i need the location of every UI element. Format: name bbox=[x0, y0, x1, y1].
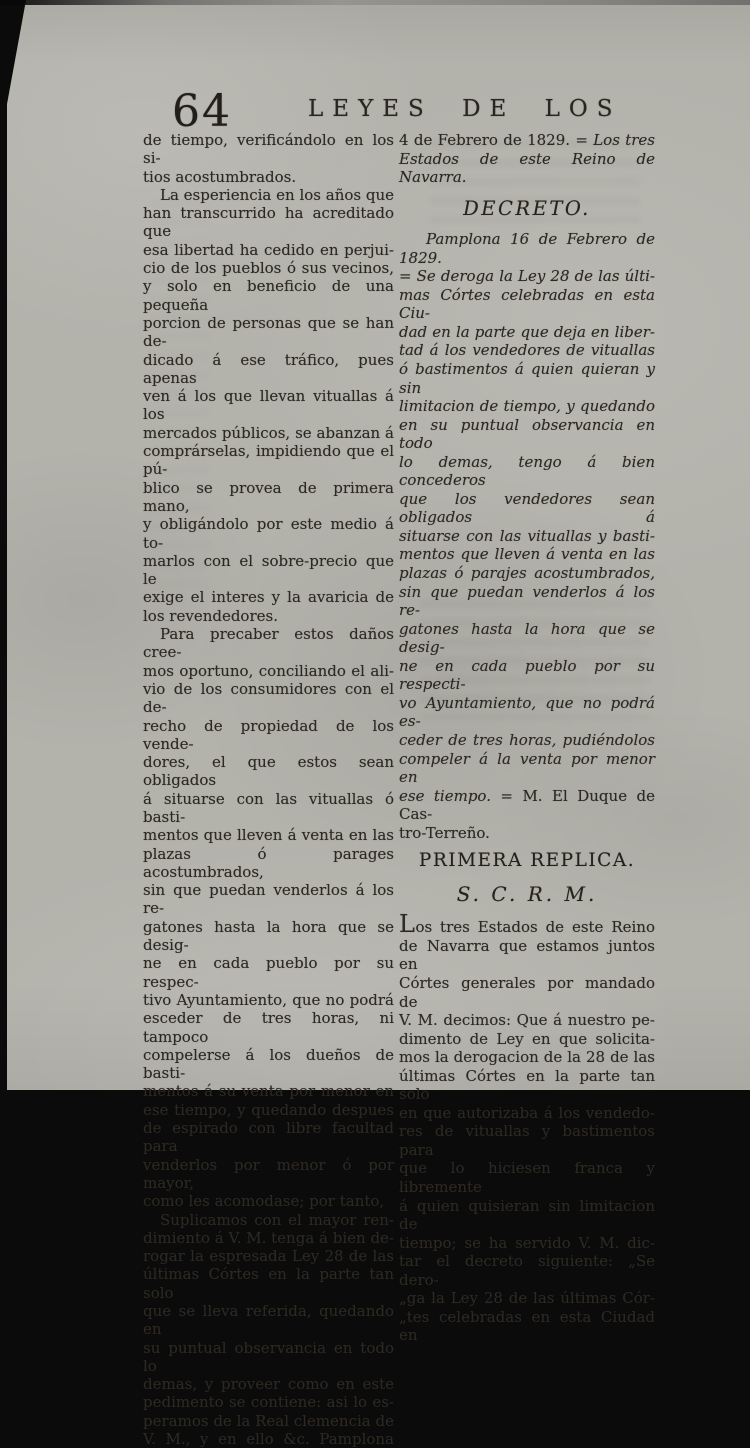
scrm-heading: S. C. R. M. bbox=[456, 881, 598, 906]
text-line: ó bastimentos á quien quieran y sin bbox=[399, 360, 655, 397]
text-line: de Navarra que estamos juntos en bbox=[399, 936, 655, 974]
text-line: ne en cada pueblo por su respec- bbox=[143, 954, 394, 991]
text-line: que lo hiciesen franca y libremente bbox=[399, 1159, 655, 1196]
text-line: marlos con el sobre-precio que le bbox=[143, 551, 394, 589]
text-line: Para precaber estos daños cree- bbox=[143, 625, 394, 662]
running-title: LEYES DE LOS bbox=[308, 96, 622, 122]
primera-replica-heading: PRIMERA REPLICA. bbox=[418, 850, 636, 872]
text-line: tar el decreto siguiente: „Se dero- bbox=[399, 1252, 655, 1289]
text-line: tios acostumbrados. bbox=[143, 167, 297, 186]
text-line: vio de los consumidores con el de- bbox=[143, 679, 394, 717]
text-line: los revendedores. bbox=[143, 606, 278, 625]
text-line: dores, el que estos sean obligados bbox=[143, 753, 394, 790]
text-line: „tes celebradas en esta Ciudad en bbox=[399, 1307, 655, 1345]
text-line: mos oportuno, conciliando el ali- bbox=[143, 661, 394, 680]
text-line: blico se provea de primera mano, bbox=[143, 478, 394, 515]
text-line: ne en cada pueblo por su respecti- bbox=[399, 656, 655, 694]
text-line: tad á los vendedores de vituallas bbox=[399, 341, 655, 360]
text-line: venderlos por menor ó por mayor, bbox=[143, 1155, 394, 1192]
text-line: mentos que lleven á venta en las bbox=[143, 826, 394, 845]
text-line: limitacion de tiempo, y quedando bbox=[399, 397, 655, 416]
paragraph bbox=[143, 131, 394, 186]
text-line: esa libertad ha cedido en perjui- bbox=[143, 240, 394, 259]
text-line: mentos á su venta por menor en bbox=[143, 1082, 394, 1101]
text-line: como les acomodase; por tanto, bbox=[143, 1192, 385, 1211]
text-line: tro-Terreño. bbox=[399, 823, 490, 842]
text-line: dad en la parte que deja en liber- bbox=[399, 322, 655, 341]
text-line: mentos que lleven á venta en las bbox=[399, 545, 655, 564]
text-line: de espirado con libre facultad para bbox=[143, 1119, 394, 1156]
scan-top-edge bbox=[0, 0, 750, 5]
paragraph bbox=[399, 910, 655, 1345]
text-line: en su puntual observancia en todo bbox=[399, 415, 655, 453]
text-line: demas, y proveer como en este bbox=[143, 1375, 394, 1394]
text-line: dimento de Ley en que solicita- bbox=[399, 1029, 655, 1048]
text-line: recho de propiedad de los vende- bbox=[143, 716, 394, 753]
text-line: Estados de este Reino de Navarra. bbox=[399, 149, 655, 187]
text-line: lo demas, tengo á bien concederos bbox=[399, 452, 655, 490]
text-line: ven á los que llevan vituallas á los bbox=[143, 387, 394, 424]
text-line: Los tres Estados de este Reino bbox=[399, 910, 655, 939]
text-line: Pamplona 16 de Febrero de 1829. bbox=[399, 230, 655, 267]
text-line: „ga la Ley 28 de las últimas Cór- bbox=[399, 1289, 655, 1308]
text-line: res de vituallas y bastimentos para bbox=[399, 1122, 655, 1159]
text-line: compeler á la venta por menor en bbox=[399, 749, 655, 787]
text-line: plazas ó parages acostumbrados, bbox=[143, 844, 394, 881]
text-line: porcion de personas que se han de- bbox=[143, 313, 394, 351]
paragraph bbox=[399, 230, 655, 842]
text-line: ceder de tres horas, pudiéndolos bbox=[399, 730, 655, 749]
text-line: rogar la espresada Ley 28 de las bbox=[143, 1247, 394, 1266]
text-line: á situarse con las vituallas ó basti- bbox=[143, 789, 394, 826]
page-number: 64 bbox=[172, 86, 232, 137]
text-line: sin que puedan venderlos á los re- bbox=[143, 881, 394, 918]
text-line: dicado á ese tráfico, pues apenas bbox=[143, 350, 394, 387]
text-line: dimiento á V. M. tenga á bien de- bbox=[143, 1228, 394, 1247]
text-line: compelerse á los dueños de basti- bbox=[143, 1045, 394, 1083]
right-column bbox=[399, 131, 655, 1345]
text-line: esceder de tres horas, ni tampoco bbox=[143, 1009, 394, 1046]
text-line: han transcurrido ha acreditado que bbox=[143, 204, 394, 241]
text-line: mercados públicos, se abanzan á bbox=[143, 423, 394, 442]
text-line: de tiempo, verificándolo en los si- bbox=[143, 131, 394, 168]
text-line: tivo Ayuntamiento, que no podrá bbox=[143, 990, 394, 1009]
text-line: vo Ayuntamiento, que no podrá es- bbox=[399, 693, 655, 731]
text-line: en que autorizaba á los vendedo- bbox=[399, 1103, 655, 1122]
paragraph bbox=[143, 1211, 394, 1448]
paragraph bbox=[143, 186, 394, 625]
text-line: ese tiempo, y quedando despues bbox=[143, 1100, 394, 1119]
text-line: plazas ó parajes acostumbrados, bbox=[399, 564, 655, 583]
text-line: peramos de la Real clemencia de bbox=[143, 1411, 394, 1430]
text-line: á quien quisieran sin limitacion de bbox=[399, 1196, 655, 1234]
text-line: situarse con las vituallas y basti- bbox=[399, 526, 655, 545]
text-line: su puntual observancia en todo lo bbox=[143, 1338, 394, 1375]
text-line: exige el interes y la avaricia de bbox=[143, 588, 394, 607]
text-line: Suplicamos con el mayor ren- bbox=[160, 1210, 394, 1229]
text-line: Córtes generales por mandado de bbox=[399, 973, 655, 1011]
scan-left-edge bbox=[0, 0, 7, 1090]
paragraph bbox=[399, 131, 655, 187]
text-line: últimas Córtes en la parte tan solo bbox=[143, 1265, 394, 1302]
text-line: que los vendedores sean obligados á bbox=[399, 489, 655, 527]
text-line: que se lleva referida, quedando en bbox=[143, 1302, 394, 1339]
drop-cap: L bbox=[399, 910, 416, 939]
text-line: = Se deroga la Ley 28 de las últi- bbox=[399, 267, 655, 286]
text-line: pedimento se contiene: asi lo es- bbox=[143, 1393, 394, 1412]
text-line: y obligándolo por este medio á to- bbox=[143, 515, 394, 552]
text-line: V. M. decimos: Que á nuestro pe- bbox=[399, 1011, 655, 1030]
text-line: últimas Córtes en la parte tan solo bbox=[399, 1066, 655, 1104]
text-line: y solo en beneficio de una pequeña bbox=[143, 277, 394, 314]
text-line: comprárselas, impidiendo que el pú- bbox=[143, 442, 394, 479]
paragraph bbox=[143, 625, 394, 1211]
text-line: V. M., y en ello &c. Pamplona bbox=[143, 1430, 394, 1448]
text-line: gatones hasta la hora que se desig- bbox=[399, 619, 655, 657]
text-line: 4 de Febrero de 1829. = Los tres bbox=[399, 131, 655, 149]
text-line: gatones hasta la hora que se desig- bbox=[143, 917, 394, 955]
text-line: mas Córtes celebradas en esta Ciu- bbox=[399, 285, 655, 323]
text-line: La esperiencia en los años que bbox=[160, 185, 394, 204]
text-line: tiempo; se ha servido V. M. dic- bbox=[399, 1233, 655, 1252]
decreto-heading: DECRETO. bbox=[463, 196, 591, 220]
left-column bbox=[143, 131, 394, 1448]
text-line: mos la derogacion de la 28 de las bbox=[399, 1048, 655, 1067]
text-line: sin que puedan venderlos á los re- bbox=[399, 582, 655, 620]
text-line: cio de los pueblos ó sus vecinos, bbox=[143, 259, 394, 278]
text-line: ese tiempo. = M. El Duque de Cas- bbox=[399, 786, 655, 824]
